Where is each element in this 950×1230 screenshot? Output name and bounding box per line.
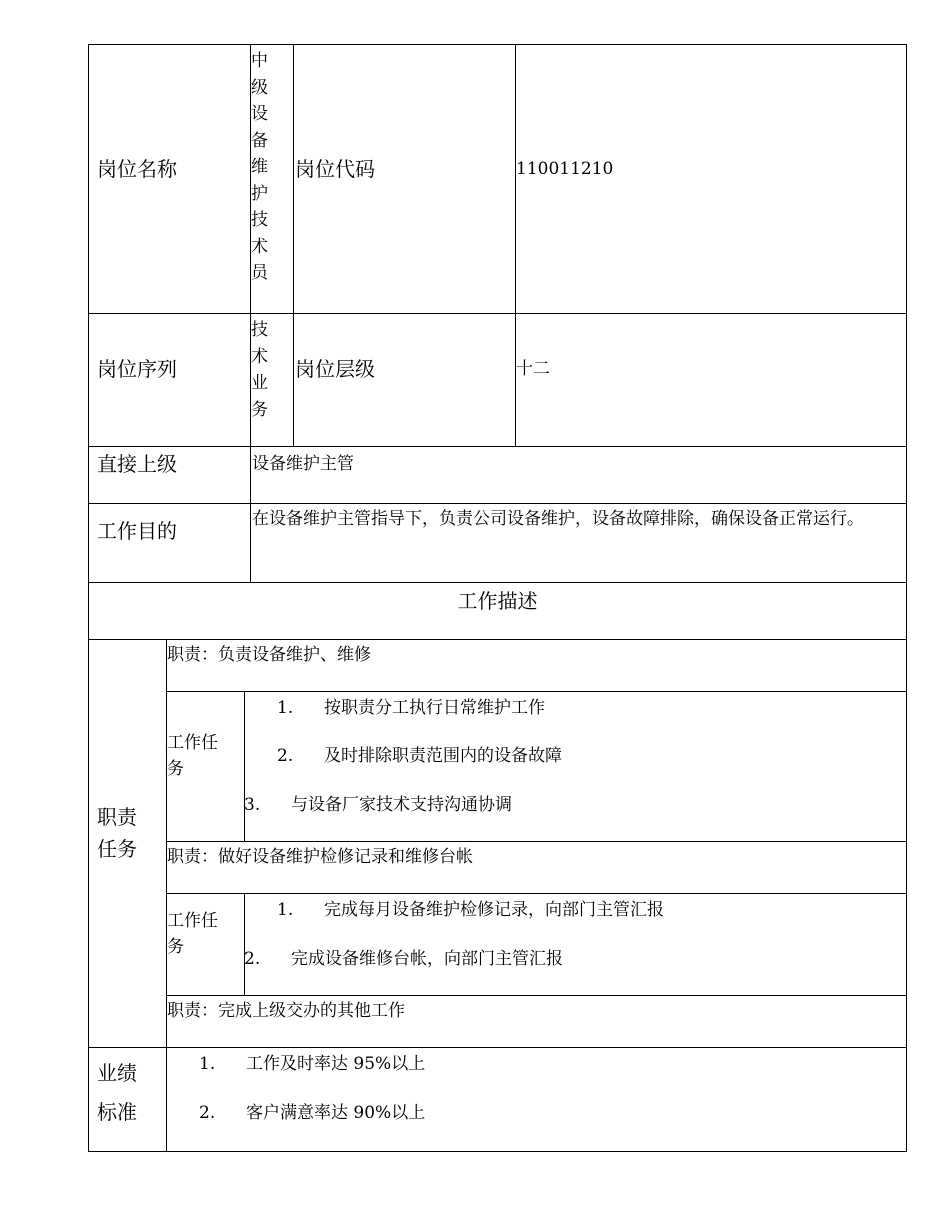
col-divider xyxy=(293,44,294,446)
task-text: 及时排除职责范围内的设备故障 xyxy=(324,746,562,766)
superior-label: 直接上级 xyxy=(97,452,177,476)
task-label-line1: 工作任 xyxy=(167,911,218,931)
purpose-value: 在设备维护主管指导下，负责公司设备维护，设备故障排除，确保设备正常运行。 xyxy=(252,509,864,529)
performance-number: 1. xyxy=(199,1054,216,1074)
row-divider xyxy=(88,582,907,583)
task-label-line1: 工作任 xyxy=(167,733,218,753)
performance-text: 客户满意率达 90%以上 xyxy=(246,1103,426,1123)
task-text: 完成设备维修台帐，向部门主管汇报 xyxy=(291,949,563,969)
row-divider xyxy=(88,313,907,314)
performance-number: 2. xyxy=(199,1103,216,1123)
row-divider xyxy=(88,639,907,640)
task-number: 2. xyxy=(277,746,294,766)
duty-title: 职责：做好设备维护检修记录和维修台帐 xyxy=(167,847,473,867)
duty-title: 职责：完成上级交办的其他工作 xyxy=(167,1001,405,1021)
row-divider xyxy=(166,893,907,894)
description-title: 工作描述 xyxy=(457,589,538,613)
task-number: 3. xyxy=(244,795,261,815)
superior-value: 设备维护主管 xyxy=(252,454,354,474)
task-text: 与设备厂家技术支持沟通协调 xyxy=(291,795,512,815)
duty-title: 职责：负责设备维护、维修 xyxy=(167,645,371,665)
duty-label-line2: 任务 xyxy=(97,837,137,861)
position-level-label: 岗位层级 xyxy=(295,357,375,381)
position-series-label: 岗位序列 xyxy=(97,357,177,381)
row-divider xyxy=(166,691,907,692)
performance-label-line2: 标准 xyxy=(97,1100,137,1124)
task-label-line2: 务 xyxy=(167,937,184,957)
duty-label-line1: 职责 xyxy=(97,805,137,829)
task-text: 完成每月设备维护检修记录，向部门主管汇报 xyxy=(324,900,664,920)
position-level-value: 十二 xyxy=(516,359,550,379)
row-divider xyxy=(88,1047,907,1048)
task-text: 按职责分工执行日常维护工作 xyxy=(324,698,545,718)
row-divider xyxy=(166,995,907,996)
task-number: 1. xyxy=(277,698,294,718)
row-divider xyxy=(166,841,907,842)
performance-text: 工作及时率达 95%以上 xyxy=(246,1054,426,1074)
row-divider xyxy=(88,446,907,447)
task-number: 2. xyxy=(244,949,261,969)
col-divider xyxy=(244,691,245,841)
row-divider xyxy=(88,503,907,504)
performance-label-line1: 业绩 xyxy=(97,1061,137,1085)
task-label-line2: 务 xyxy=(167,759,184,779)
col-divider xyxy=(244,893,245,995)
purpose-label: 工作目的 xyxy=(97,519,177,543)
task-number: 1. xyxy=(277,900,294,920)
position-name-label: 岗位名称 xyxy=(97,157,177,181)
position-code-value: 110011210 xyxy=(516,159,614,179)
col-divider xyxy=(166,639,167,1152)
position-code-label: 岗位代码 xyxy=(295,157,375,181)
position-series-value: 技术业务 xyxy=(251,320,268,420)
col-divider xyxy=(515,44,516,446)
position-name-value: 中级设备维护技术员 xyxy=(251,51,268,283)
